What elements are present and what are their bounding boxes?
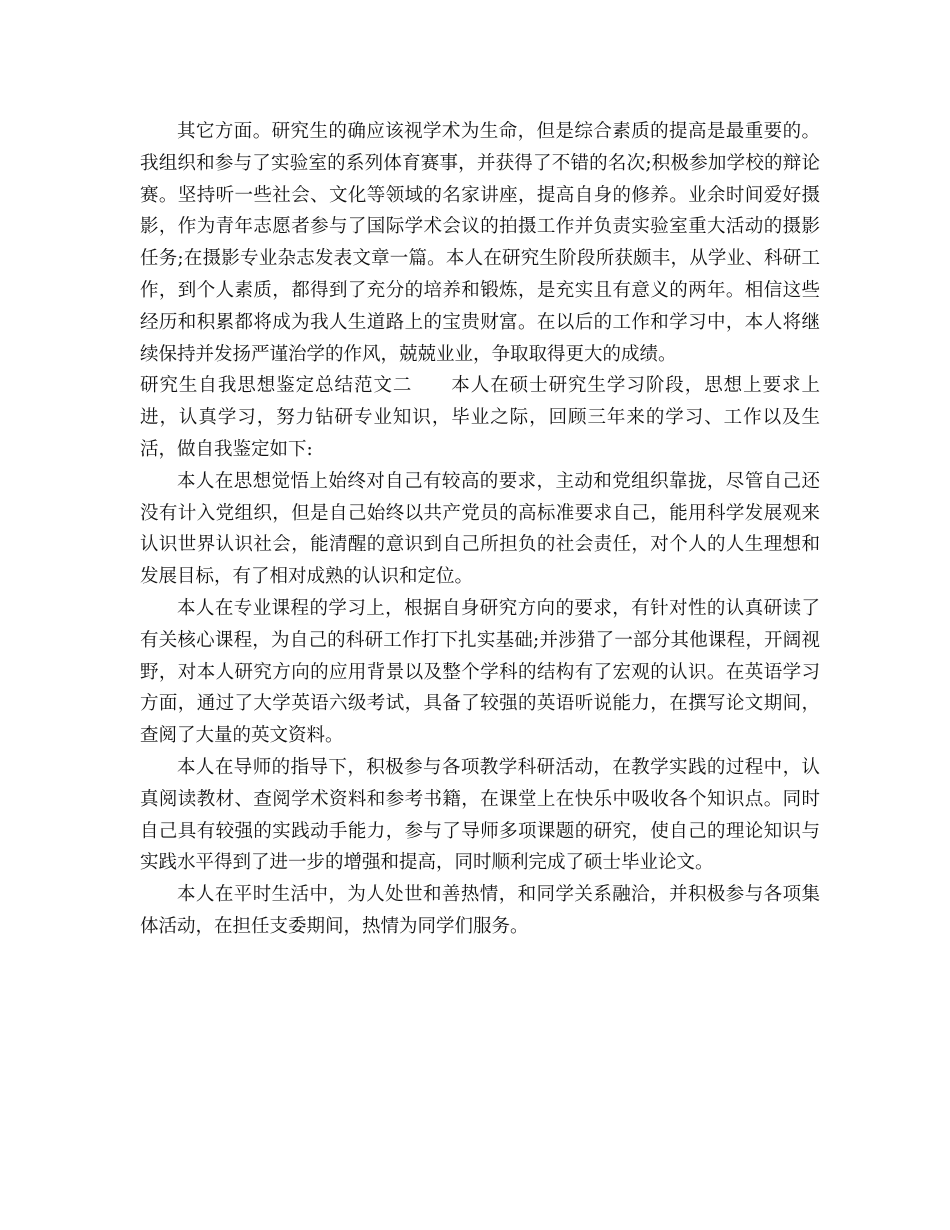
document-body	[140, 116, 820, 943]
paragraph-sample-two-intro: 研究生自我思想鉴定总结范文二 本人在硕士研究生学习阶段，思想上要求上进，认真学习，努力钻研专业知识，毕业之际，回顾三年来的学习、工作以及生活，做自我鉴定如下:	[140, 375, 820, 460]
paragraph-coursework: 本人在专业课程的学习上，根据自身研究方向的要求，有针对性的认真研读了有关核心课程，为自己的科研工作打下扎实基础;并涉猎了一部分其他课程，开阔视野，对本人研究方向的应用背景以及整个学科的结构有了宏观的认识。在英语学习方面，通过了大学英语六级考试，具备了较强的英语听说能力，在撰写论文期间，查阅了大量的英文资料。	[140, 597, 820, 747]
paragraph-research: 本人在导师的指导下，积极参与各项教学科研活动，在教学实践的过程中，认真阅读教材、查阅学术资料和参考书籍，在课堂上在快乐中吸收各个知识点。同时自己具有较强的实践动手能力，参与了导师多项课题的研究，使自己的理论知识与实践水平得到了进一步的增强和提高，同时顺利完成了硕士毕业论文。	[140, 756, 820, 874]
paragraph-ideology: 本人在思想觉悟上始终对自己有较高的要求，主动和党组织靠拢，尽管自己还没有计入党组织，但是自己始终以共产党员的高标准要求自己，能用科学发展观来认识世界认识社会，能清醒的意识到自己所担负的社会责任，对个人的人生理想和发展目标，有了相对成熟的认识和定位。	[140, 470, 820, 588]
paragraph-other-aspects: 其它方面。研究生的确应该视学术为生命，但是综合素质的提高是最重要的。我组织和参与了实验室的系列体育赛事，并获得了不错的名次;积极参加学校的辩论赛。坚持听一些社会、文化等领域的名家讲座，提高自身的修养。业余时间爱好摄影，作为青年志愿者参与了国际学术会议的拍摄工作并负责实验室重大活动的摄影任务;在摄影专业杂志发表文章一篇。本人在研究生阶段所获颇丰，从学业、科研工作，到个人素质，都得到了充分的培养和锻炼，是充实且有意义的两年。相信这些经历和积累都将成为我人生道路上的宝贵财富。在以后的工作和学习中，本人将继续保持并发扬严谨治学的作风，兢兢业业，争取取得更大的成绩。	[140, 121, 820, 365]
paragraph-daily-life: 本人在平时生活中，为人处世和善热情，和同学关系融洽，并积极参与各项集体活动，在担任支委期间，热情为同学们服务。	[140, 884, 820, 937]
